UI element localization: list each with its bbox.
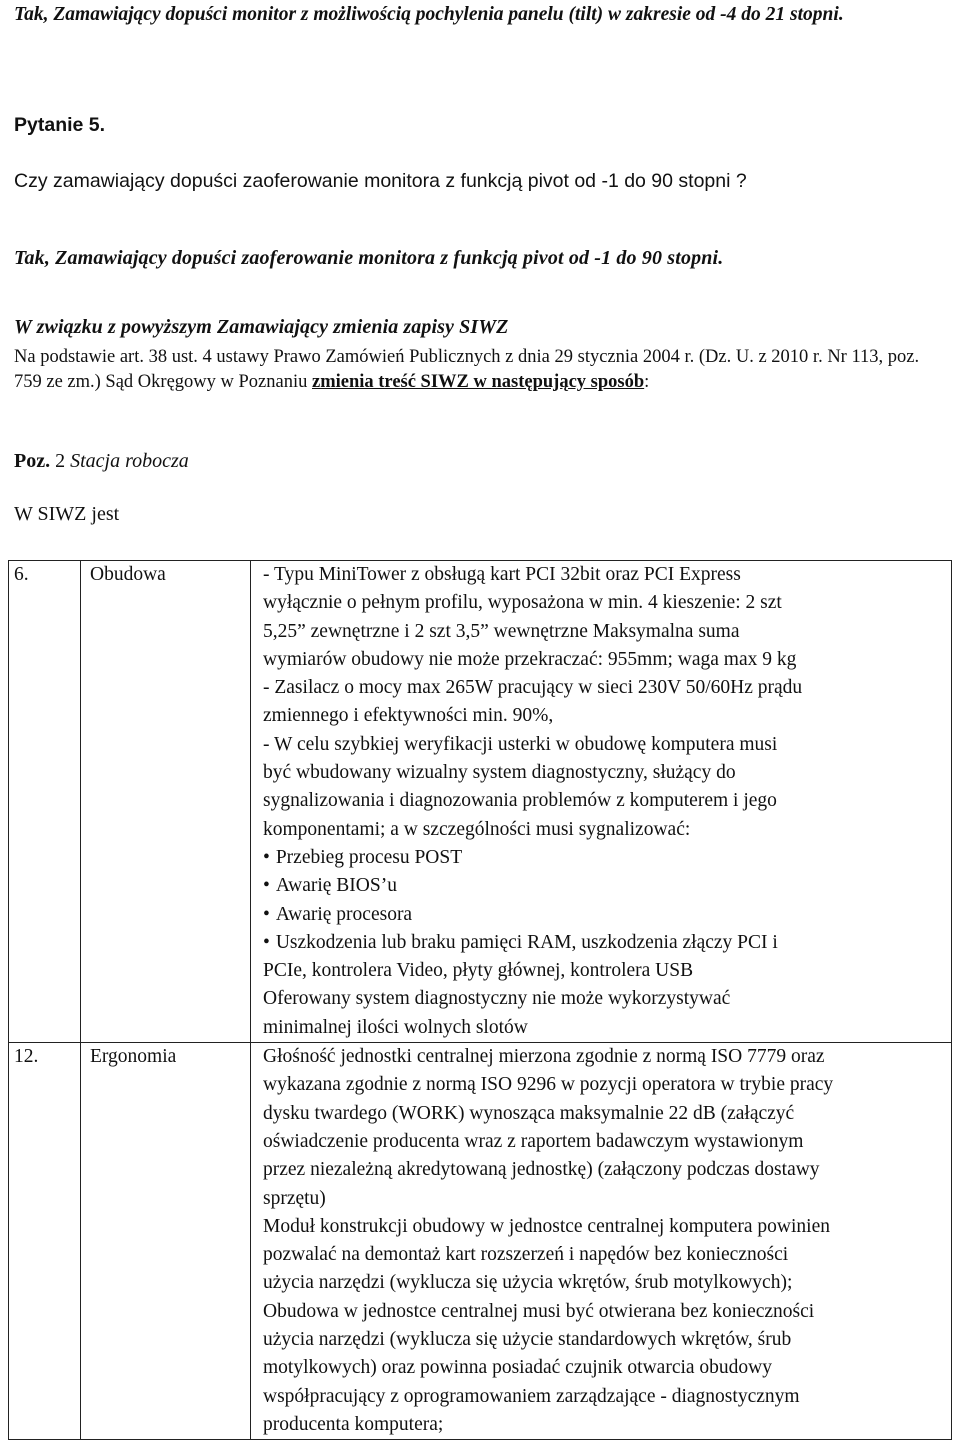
description-line: użycia narzędzi (wyklucza się użycie standardowych wkrętów, śrub — [263, 1329, 792, 1351]
description-line: sygnalizowania i diagnozowania problemów z komputerem i jego — [263, 790, 777, 812]
description-line: Obudowa w jednostce centralnej musi być otwierana bez konieczności — [263, 1300, 815, 1322]
description-line: Oferowany system diagnostyczny nie może wykorzystywać — [263, 988, 731, 1010]
description-line: producenta komputera; — [263, 1413, 444, 1435]
description-line: oświadczenie producenta wraz z raportem badawczym wystawionym — [263, 1130, 804, 1152]
row-description — [251, 1043, 952, 1440]
table-row — [9, 561, 952, 1043]
description-line: przez niezależną akredytowaną jednostkę) (załączony podczas dostawy — [263, 1159, 820, 1181]
table-row — [9, 1043, 952, 1440]
description-line: Moduł konstrukcji obudowy w jednostce centralnej komputera powinien — [263, 1215, 831, 1237]
position-label — [14, 450, 189, 473]
description-line: - W celu szybkiej weryfikacji usterki w obudowę komputera musi — [263, 733, 778, 755]
description-line: wymiarów obudowy nie może przekraczać: 955mm; waga max 9 kg — [263, 648, 797, 670]
description-line: 5,25” zewnętrzne i 2 szt 3,5” wewnętrzne Maksymalna suma — [263, 620, 740, 642]
position-name: Stacja robocza — [70, 450, 189, 472]
description-line: - Zasilacz o mocy max 265W pracujący w sieci 230V 50/60Hz prądu — [263, 677, 803, 699]
legal-basis — [14, 345, 934, 395]
description-line: użycia narzędzi (wyklucza się użycia wkrętów, śrub motylkowych); — [263, 1272, 793, 1294]
legal-basis-end: : — [644, 372, 650, 392]
legal-basis-underlined: zmienia treść SIWZ w następujący sposób — [312, 372, 645, 392]
question-heading: Pytanie 5. — [14, 114, 106, 136]
description-line: wyłącznie o pełnym profilu, wyposażona w min. 4 kieszenie: 2 szt — [263, 592, 782, 614]
description-line: zmiennego i efektywności min. 90%, — [263, 705, 554, 727]
description-line: PCIe, kontrolera Video, płyty głównej, kontrolera USB — [263, 960, 694, 982]
question-text: Czy zamawiający dopuści zaoferowanie monitora z funkcją pivot od -1 do 90 stopni ? — [14, 170, 747, 192]
change-heading: W związku z powyższym Zamawiający zmienia zapisy SIWZ — [14, 316, 509, 338]
description-line: - Typu MiniTower z obsługą kart PCI 32bit oraz PCI Express — [263, 564, 741, 585]
row-name: Obudowa — [81, 561, 251, 1043]
row-number: 6. — [9, 561, 81, 1043]
description-line: sprzętu) — [263, 1187, 326, 1209]
row-number: 12. — [9, 1043, 81, 1440]
bullet-item: • Awarię procesora — [263, 901, 943, 929]
siwz-label: W SIWZ jest — [14, 503, 120, 525]
description-line: Głośność jednostki centralnej mierzona zgodnie z normą ISO 7779 oraz — [263, 1046, 825, 1068]
position-number: 2 — [55, 450, 66, 472]
description-line: współpracujący z oprogramowaniem zarządzające - diagnostycznym — [263, 1385, 800, 1407]
bullet-item: • Uszkodzenia lub braku pamięci RAM, uszkodzenia złączy PCI i — [263, 929, 943, 957]
position-prefix: Poz. — [14, 450, 51, 472]
description-line: dysku twardego (WORK) wynosząca maksymalnie 22 dB (załączyć — [263, 1102, 795, 1124]
description-line: pozwalać na demontaż kart rozszerzeń i napędów bez konieczności — [263, 1244, 789, 1266]
spec-table — [8, 560, 952, 1440]
intro-answer: Tak, Zamawiający dopuści monitor z możliwością pochylenia panelu (tilt) w zakresie od -4 do 21 stopni. — [14, 4, 844, 25]
description-line: motylkowych) oraz powinna posiadać czujnik otwarcia obudowy — [263, 1357, 773, 1379]
bullet-item: • Przebieg procesu POST — [263, 844, 943, 872]
row-name: Ergonomia — [81, 1043, 251, 1440]
answer-text: Tak, Zamawiający dopuści zaoferowanie monitora z funkcją pivot od -1 do 90 stopni. — [14, 247, 724, 269]
legal-basis-text: Na podstawie art. 38 ust. 4 ustawy Prawo Zamówień Publicznych z dnia 29 stycznia 2004 r. (Dz. U. z 2010 r. Nr 113, poz. 759 ze zm.) Sąd Okręgowy w Poznaniu — [14, 347, 920, 392]
bullet-item: • Awarię BIOS’u — [263, 872, 943, 900]
row-description — [251, 561, 952, 1043]
description-line: minimalnej ilości wolnych slotów — [263, 1016, 528, 1038]
description-line: wykazana zgodnie z normą ISO 9296 w pozycji operatora w trybie pracy — [263, 1074, 834, 1096]
description-line: być wbudowany wizualny system diagnostyczny, służący do — [263, 762, 736, 784]
description-line: komponentami; a w szczególności musi sygnalizować: — [263, 818, 691, 840]
